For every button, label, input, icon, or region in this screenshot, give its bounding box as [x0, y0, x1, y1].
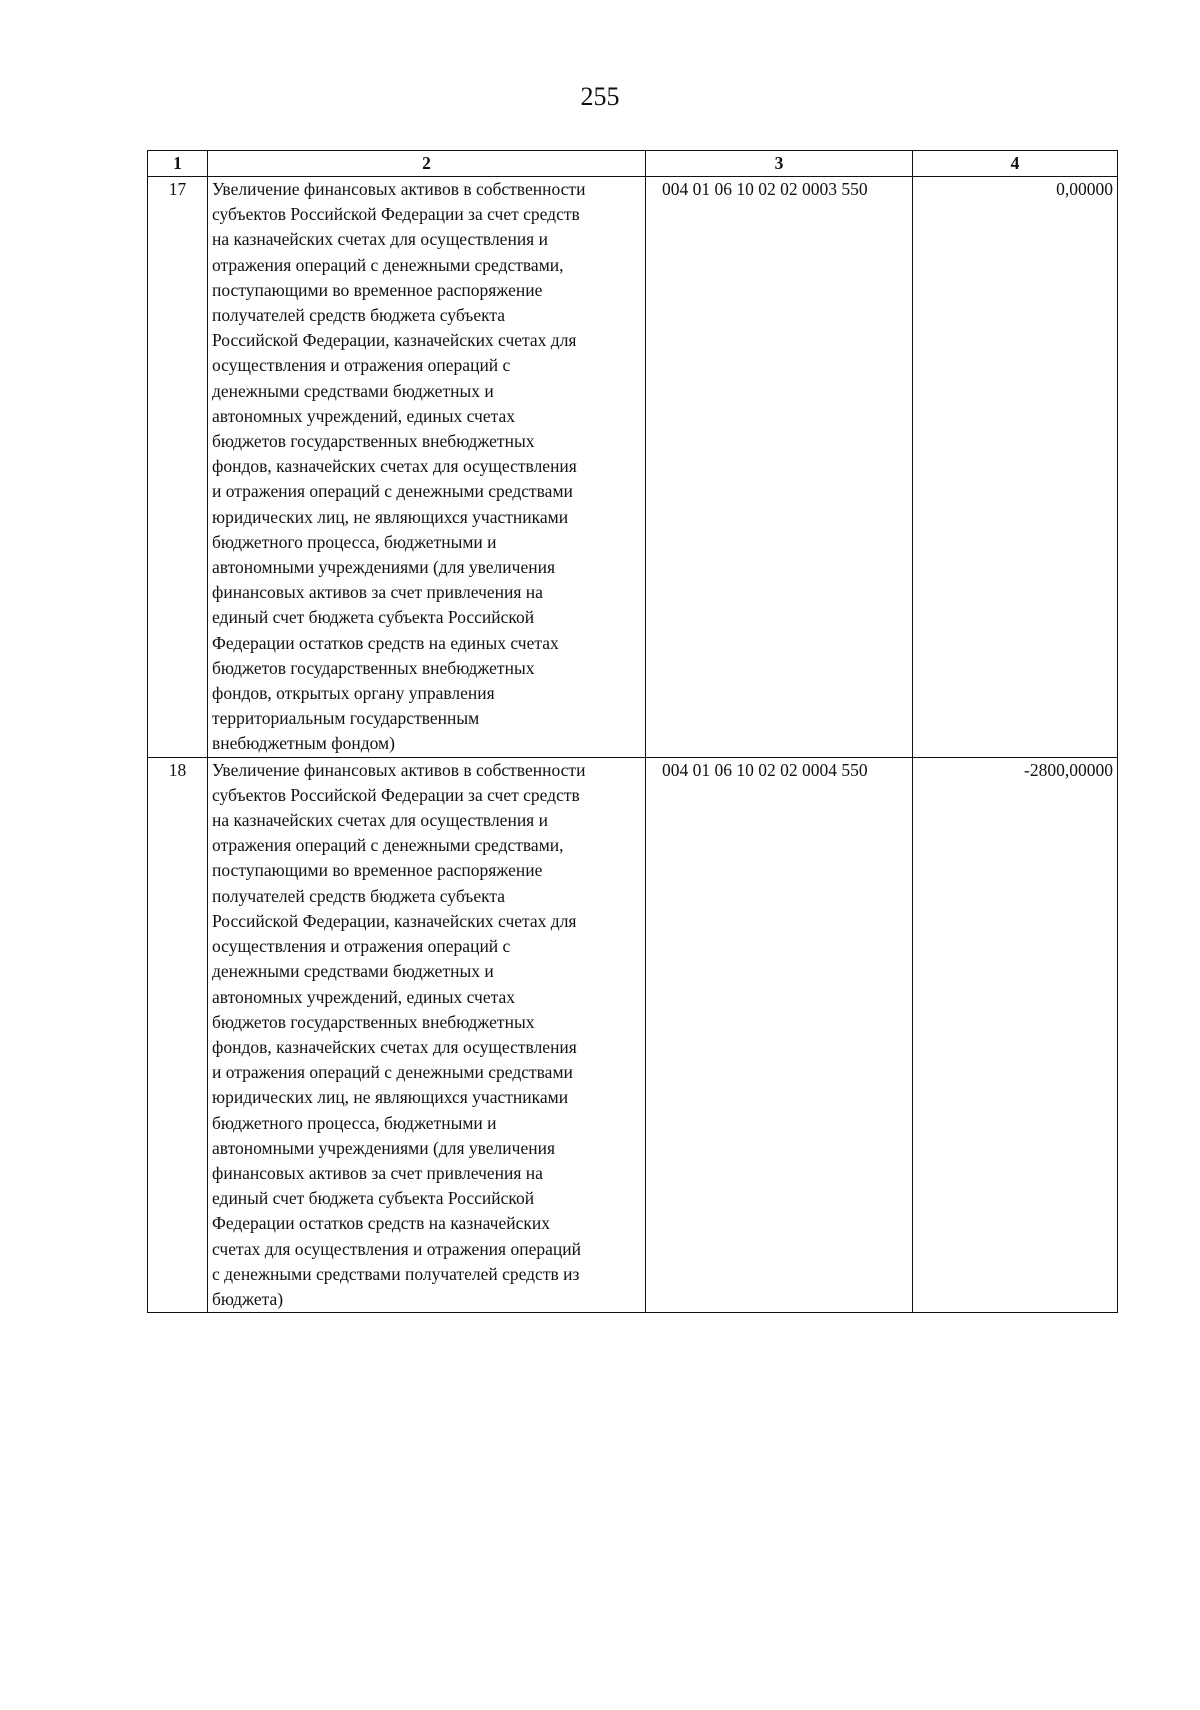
table-row: [148, 177, 1118, 758]
description-line: субъектов Российской Федерации за счет средств: [212, 204, 580, 225]
description-line: Федерации остатков средств на единых счетах: [212, 632, 559, 653]
description-line: осуществления и отражения операций с: [212, 936, 511, 957]
description-line: единый счет бюджета субъекта Российской: [212, 607, 535, 628]
description-line: бюджета): [212, 1288, 284, 1309]
description-line: бюджетного процесса, бюджетными и: [212, 531, 497, 552]
page-number: 255: [580, 82, 620, 111]
description-line: и отражения операций с денежными средствами: [212, 1062, 573, 1083]
description-line: получателей средств бюджета субъекта: [212, 885, 506, 906]
description-line: на казначейских счетах для осуществления и: [212, 810, 548, 831]
description-line: фондов, казначейских счетах для осуществления: [212, 456, 577, 477]
description-line: бюджетов государственных внебюджетных: [212, 657, 535, 678]
row-amount: -2800,00000: [913, 757, 1118, 1312]
description-line: Федерации остатков средств на казначейских: [212, 1213, 550, 1234]
description-line: и отражения операций с денежными средствами: [212, 481, 573, 502]
description-line: получателей средств бюджета субъекта: [212, 305, 506, 326]
description-line: отражения операций с денежными средствами,: [212, 835, 564, 856]
description-line: бюджетов государственных внебюджетных: [212, 1011, 535, 1032]
table-row: [148, 757, 1118, 1312]
description-line: поступающими во временное распоряжение: [212, 860, 543, 881]
description-line: фондов, открытых органу управления: [212, 683, 495, 704]
description-line: поступающими во временное распоряжение: [212, 279, 543, 300]
description-line: денежными средствами бюджетных и: [212, 961, 494, 982]
description-line: фондов, казначейских счетах для осуществления: [212, 1036, 577, 1057]
row-code-cell: [646, 177, 913, 758]
budget-table: [147, 150, 1118, 1313]
table-body: [148, 177, 1118, 1313]
description-line: Российской Федерации, казначейских счетах для: [212, 910, 577, 931]
description-line: автономных учреждений, единых счетах: [212, 986, 515, 1007]
row-description: [208, 177, 646, 758]
description-line: Увеличение финансовых активов в собственности: [212, 179, 586, 199]
column-header-2: 2: [208, 151, 646, 177]
description-line: отражения операций с денежными средствами,: [212, 254, 564, 275]
description-line: субъектов Российской Федерации за счет средств: [212, 784, 580, 805]
row-description: [208, 757, 646, 1312]
row-code: 004 01 06 10 02 02 0003 550: [662, 179, 868, 199]
row-number: 17: [148, 177, 208, 758]
column-header-3: 3: [646, 151, 913, 177]
column-header-1: 1: [148, 151, 208, 177]
description-line: финансовых активов за счет привлечения на: [212, 582, 543, 603]
description-line: Российской Федерации, казначейских счетах для: [212, 330, 577, 351]
row-amount: 0,00000: [913, 177, 1118, 758]
description-line: автономных учреждений, единых счетах: [212, 405, 515, 426]
description-line: внебюджетным фондом): [212, 733, 395, 754]
description-line: Увеличение финансовых активов в собственности: [212, 759, 586, 780]
description-line: с денежными средствами получателей средств из: [212, 1263, 580, 1284]
description-line: финансовых активов за счет привлечения на: [212, 1162, 543, 1183]
description-line: бюджетного процесса, бюджетными и: [212, 1112, 497, 1133]
description-line: юридических лиц, не являющихся участниками: [212, 1087, 569, 1108]
header-row: [148, 151, 1118, 177]
description-line: осуществления и отражения операций с: [212, 355, 511, 376]
description-line: денежными средствами бюджетных и: [212, 380, 494, 401]
description-line: счетах для осуществления и отражения операций: [212, 1238, 581, 1259]
column-header-4: 4: [913, 151, 1118, 177]
description-line: на казначейских счетах для осуществления и: [212, 229, 548, 250]
row-code: 004 01 06 10 02 02 0004 550: [662, 759, 868, 780]
description-line: автономными учреждениями (для увеличения: [212, 557, 555, 578]
description-line: единый счет бюджета субъекта Российской: [212, 1188, 535, 1209]
description-line: территориальным государственным: [212, 708, 480, 729]
row-number: 18: [148, 757, 208, 1312]
description-line: юридических лиц, не являющихся участниками: [212, 506, 569, 527]
description-line: автономными учреждениями (для увеличения: [212, 1137, 555, 1158]
description-line: бюджетов государственных внебюджетных: [212, 431, 535, 452]
row-code-cell: [646, 757, 913, 1312]
